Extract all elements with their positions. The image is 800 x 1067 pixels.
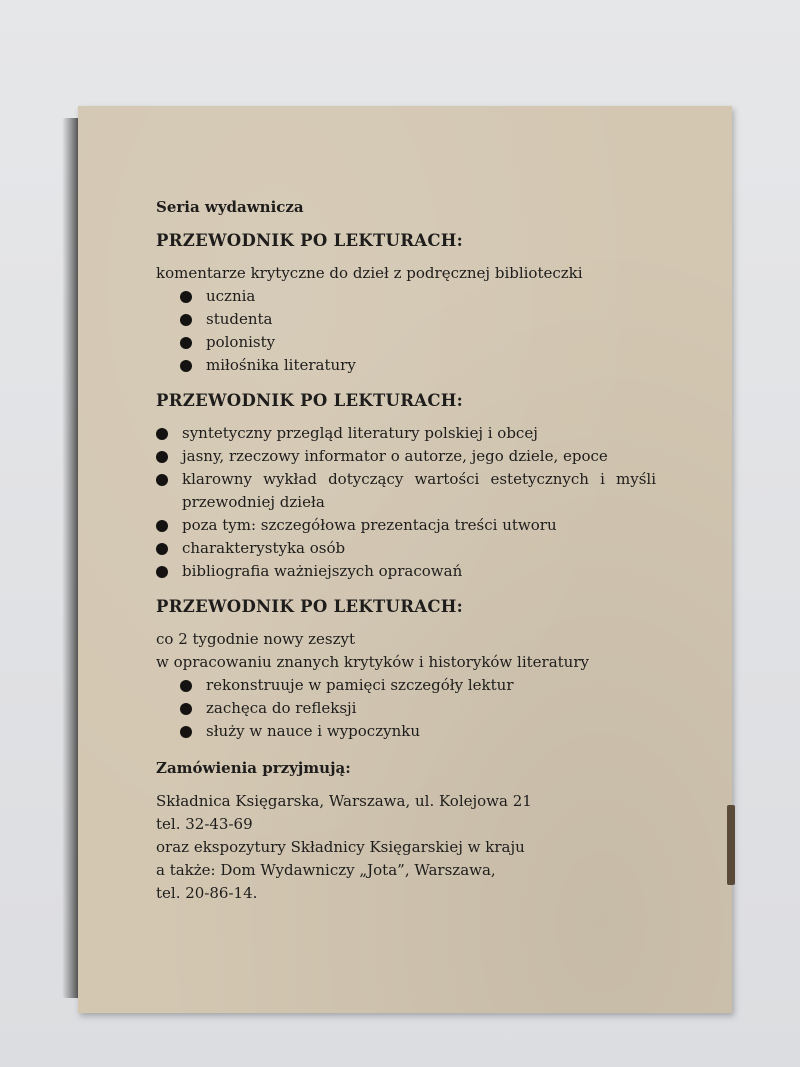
list-item [156,468,656,514]
list-item [180,720,676,743]
list-item [180,331,676,354]
list-item [180,354,676,377]
list-item [156,560,656,583]
bullet-icon [156,451,168,463]
orders-line: a także: Dom Wydawniczy „Jota”, Warszawa, [156,861,496,879]
list-item-text: miłośnika literatury [206,356,356,374]
bullet-icon [180,726,192,738]
list-item-text: rekonstruuje w pamięci szczegóły lektur [206,676,514,694]
list-item-text: jasny, rzeczowy informator o autorze, jego dziele, epoce [182,447,608,465]
section3-list [156,674,676,743]
list-item-text: zachęca do refleksji [206,699,357,717]
list-item-text: ucznia [206,287,256,305]
bullet-icon [156,566,168,578]
section1-intro: komentarze krytyczne do dzieł z podręcznej biblioteczki [156,264,583,282]
series-label: Seria wydawnicza [156,198,304,216]
section3-line2: w opracowaniu znanych krytyków i historyków literatury [156,653,589,671]
bullet-icon [156,474,168,486]
list-item-text: polonisty [206,333,276,351]
section2-list [156,422,656,583]
section3-line1: co 2 tygodnie nowy zeszyt [156,630,356,648]
bullet-icon [180,291,192,303]
bullet-icon [180,360,192,372]
bullet-icon [156,543,168,555]
list-item-text: poza tym: szczegółowa prezentacja treści utworu [182,516,557,534]
section-heading-2: PRZEWODNIK PO LEKTURACH: [156,391,464,410]
list-item [180,285,676,308]
orders-heading: Zamówienia przyjmują: [156,759,351,777]
bullet-icon [180,703,192,715]
orders-line: oraz ekspozytury Składnicy Księgarskiej w kraju [156,838,525,856]
bullet-icon [180,314,192,326]
list-item [180,697,676,720]
orders-line: tel. 20-86-14. [156,884,258,902]
binding-mark [727,805,735,885]
list-item [180,308,676,331]
orders-line: Składnica Księgarska, Warszawa, ul. Kolejowa 21 [156,792,532,810]
bullet-icon [180,337,192,349]
list-item-text: syntetyczny przegląd literatury polskiej i obcej [182,424,538,442]
list-item-text: służy w nauce i wypoczynku [206,722,420,740]
bullet-icon [180,680,192,692]
bullet-icon [156,428,168,440]
section1-list [156,285,676,377]
orders-line: tel. 32-43-69 [156,815,253,833]
list-item [156,445,656,468]
bullet-icon [156,520,168,532]
cover-text [156,196,676,905]
list-item-text: bibliografia ważniejszych opracowań [182,562,463,580]
list-item-text: studenta [206,310,273,328]
section-heading-1: PRZEWODNIK PO LEKTURACH: [156,231,464,250]
section-heading-3: PRZEWODNIK PO LEKTURACH: [156,597,464,616]
list-item-text: klarowny wykład dotyczący wartości estetycznych i myśli przewodniej dzieła [182,470,656,511]
list-item [156,514,656,537]
list-item [156,422,656,445]
list-item [180,674,676,697]
list-item-text: charakterystyka osób [182,539,346,557]
list-item [156,537,656,560]
